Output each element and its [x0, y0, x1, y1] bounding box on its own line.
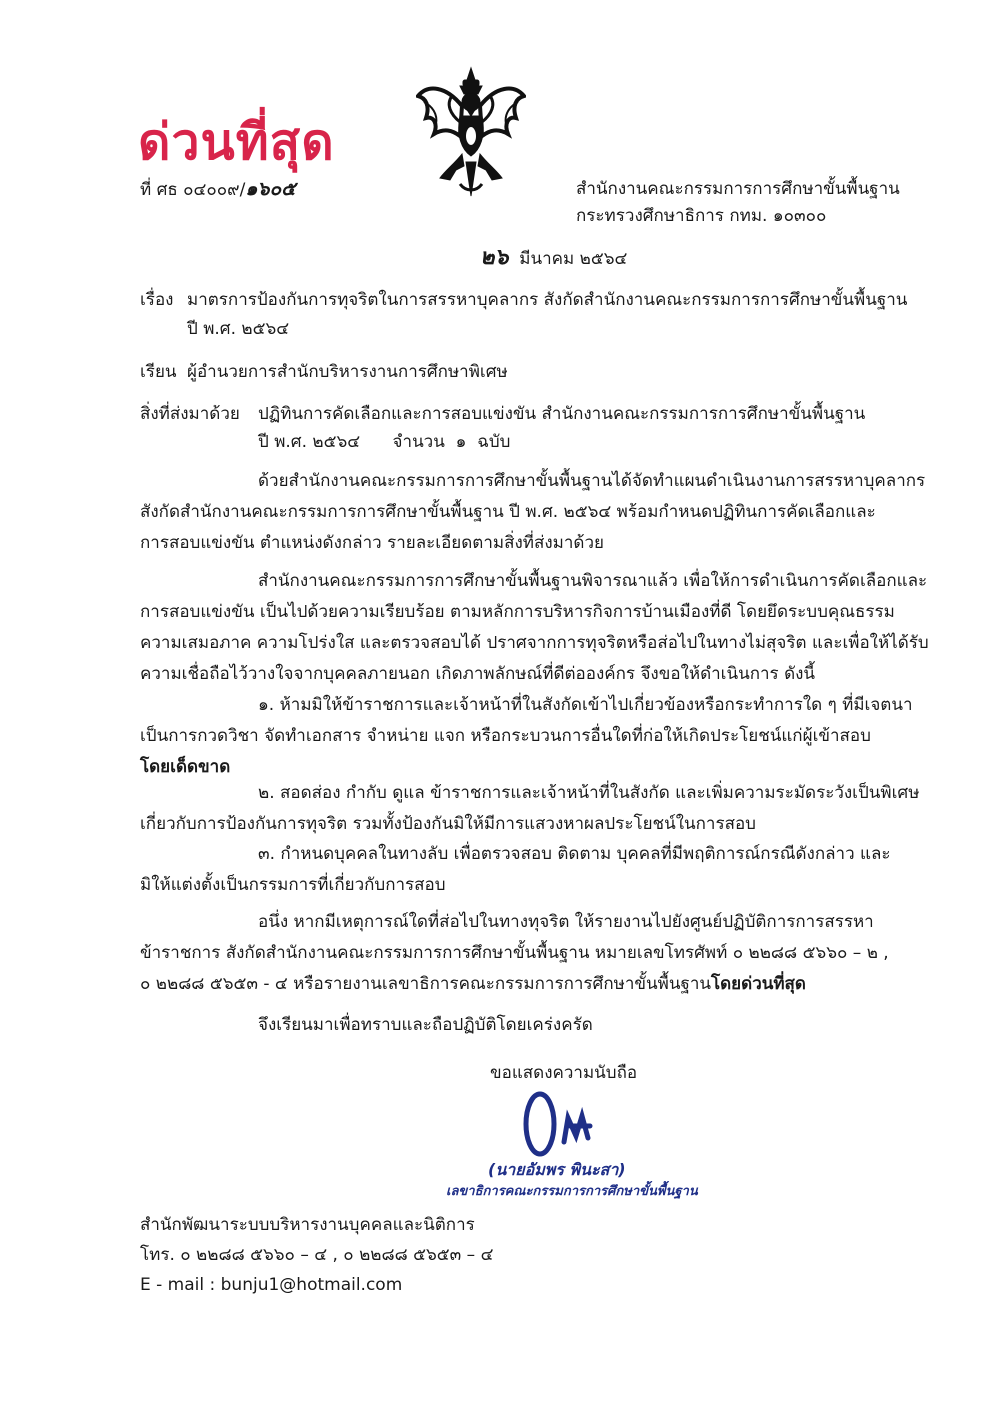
- to-value: ผู้อำนวยการสำนักบริหารงานการศึกษาพิเศษ: [187, 362, 508, 382]
- paragraph-3-line-3-text: ๐ ๒๒๘๘ ๕๖๕๓ - ๔ หรือรายงานเลขาธิการคณะกรรมการการศึกษาขั้นพื้นฐาน: [140, 974, 712, 994]
- paragraph-3-emphasis: โดยด่วนที่สุด: [711, 974, 806, 994]
- date-day-handwritten: ๒๖: [480, 245, 509, 270]
- document-number-prefix: ที่ ศธ ๐๔๐๐๙/: [140, 180, 246, 200]
- enclosure-label: สิ่งที่ส่งมาด้วย: [140, 404, 240, 424]
- item-3-line-1: ๓. กำหนดบุคคลในทางลับ เพื่อตรวจสอบ ติดตาม บุคคลที่มีพฤติการณ์กรณีดังกล่าว และ: [258, 844, 891, 864]
- subject-line-2: ปี พ.ศ. ๒๕๖๔: [187, 319, 290, 339]
- footer-office: สำนักพัฒนาระบบบริหารงานบุคคลและนิติการ: [140, 1215, 475, 1235]
- signatory-name: (นายอัมพร พินะสา): [488, 1160, 626, 1179]
- paragraph-1-line-1: ด้วยสำนักงานคณะกรรมการการศึกษาขั้นพื้นฐานได้จัดทำแผนดำเนินงานการสรรหาบุคลากร: [258, 471, 926, 491]
- item-1-line-2: เป็นการกวดวิชา จัดทำเอกสาร จำหน่าย แจก หรือกระบวนการอื่นใดที่ก่อให้เกิดประโยชน์แก่ผู้เข้าสอบ: [140, 726, 871, 746]
- item-2-line-2: เกี่ยวกับการป้องกันการทุจริต รวมทั้งป้องกันมิให้มีการแสวงหาผลประโยชน์ในการสอบ: [140, 814, 756, 834]
- paragraph-3: [140, 907, 906, 1000]
- item-3: [140, 839, 906, 901]
- item-2-line-1: ๒. สอดส่อง กำกับ ดูแล ข้าราชการและเจ้าหน้าที่ในสังกัด และเพิ่มความระมัดระวังเป็นพิเศษ: [258, 783, 920, 803]
- garuda-seal-icon: [416, 66, 526, 200]
- item-1-line-1: ๑. ห้ามมิให้ข้าราชการและเจ้าหน้าที่ในสังกัดเข้าไปเกี่ยวข้องหรือกระทำการใด ๆ ที่มีเจตนา: [258, 695, 913, 715]
- document-date: [480, 247, 627, 270]
- paragraph-3-line-3: [140, 969, 906, 1000]
- item-1: [140, 690, 913, 783]
- paragraph-3-line-2: ข้าราชการ สังกัดสำนักงานคณะกรรมการการศึกษาขั้นพื้นฐาน หมายเลขโทรศัพท์ ๐ ๒๒๘๘ ๕๖๖๐ – ๒ ,: [140, 943, 889, 963]
- paragraph-2-line-1: สำนักงานคณะกรรมการการศึกษาขั้นพื้นฐานพิจารณาแล้ว เพื่อให้การดำเนินการคัดเลือกและ: [258, 571, 928, 591]
- item-2: [140, 778, 920, 840]
- item-3-line-2: มิให้แต่งตั้งเป็นกรรมการที่เกี่ยวกับการสอบ: [140, 875, 446, 895]
- paragraph-2: [140, 566, 929, 690]
- closing-line: จึงเรียนมาเพื่อทราบและถือปฏิบัติโดยเคร่งครัด: [258, 1015, 593, 1035]
- regards: ขอแสดงความนับถือ: [490, 1063, 638, 1083]
- enclosure-line-1: ปฏิทินการคัดเลือกและการสอบแข่งขัน สำนักงานคณะกรรมการการศึกษาขั้นพื้นฐาน: [258, 404, 866, 424]
- paragraph-2-line-2: การสอบแข่งขัน เป็นไปด้วยความเรียบร้อย ตามหลักการบริหารกิจการบ้านเมืองที่ดี โดยยึดระบบคุณธรรม: [140, 602, 895, 622]
- agency-name: สำนักงานคณะกรรมการการศึกษาขั้นพื้นฐาน: [576, 179, 900, 199]
- subject-label: เรื่อง: [140, 290, 174, 310]
- paragraph-1-line-2: สังกัดสำนักงานคณะกรรมการการศึกษาขั้นพื้นฐาน ปี พ.ศ. ๒๕๖๔ พร้อมกำหนดปฏิทินการคัดเลือกและ: [140, 502, 876, 522]
- paragraph-3-line-1: อนึ่ง หากมีเหตุการณ์ใดที่ส่อไปในทางทุจริต ให้รายงานไปยังศูนย์ปฏิบัติการการสรรหา: [258, 912, 874, 932]
- paragraph-2-line-3: ความเสมอภาค ความโปร่งใส และตรวจสอบได้ ปราศจากการทุจริตหรือส่อไปในทางไม่สุจริต และเพื่อให้ได้รับ: [140, 633, 929, 653]
- signatory-position: เลขาธิการคณะกรรมการการศึกษาขั้นพื้นฐาน: [446, 1184, 698, 1199]
- item-1-emphasis: โดยเด็ดขาด: [140, 757, 231, 777]
- document-number: [140, 178, 295, 201]
- footer-telephone: โทร. ๐ ๒๒๘๘ ๕๖๖๐ – ๔ , ๐ ๒๒๘๘ ๕๖๕๓ – ๔: [140, 1245, 494, 1265]
- enclosure-line-2: ปี พ.ศ. ๒๕๖๔ จำนวน ๑ ฉบับ: [258, 432, 511, 452]
- footer-email: E - mail : bunju1@hotmail.com: [140, 1275, 403, 1295]
- date-month-year: มีนาคม ๒๕๖๔: [519, 249, 628, 269]
- agency-address: กระทรวงศึกษาธิการ กทม. ๑๐๓๐๐: [576, 206, 827, 226]
- subject-line-1: มาตรการป้องกันการทุจริตในการสรรหาบุคลากร สังกัดสำนักงานคณะกรรมการการศึกษาขั้นพื้นฐาน: [187, 290, 908, 310]
- to-label: เรียน: [140, 362, 177, 382]
- paragraph-2-line-4: ความเชื่อถือไว้วางใจจากบุคคลภายนอก เกิดภาพลักษณ์ที่ดีต่อองค์กร จึงขอให้ดำเนินการ ดังนี้: [140, 664, 816, 684]
- handwritten-signature-icon: [518, 1090, 658, 1160]
- urgency-stamp: ด่วนที่สุด: [138, 113, 335, 171]
- paragraph-1-line-3: การสอบแข่งขัน ตำแหน่งดังกล่าว รายละเอียดตามสิ่งที่ส่งมาด้วย: [140, 533, 604, 553]
- paragraph-1: [140, 466, 926, 559]
- document-number-handwritten: ๑๖๐๕: [245, 178, 296, 200]
